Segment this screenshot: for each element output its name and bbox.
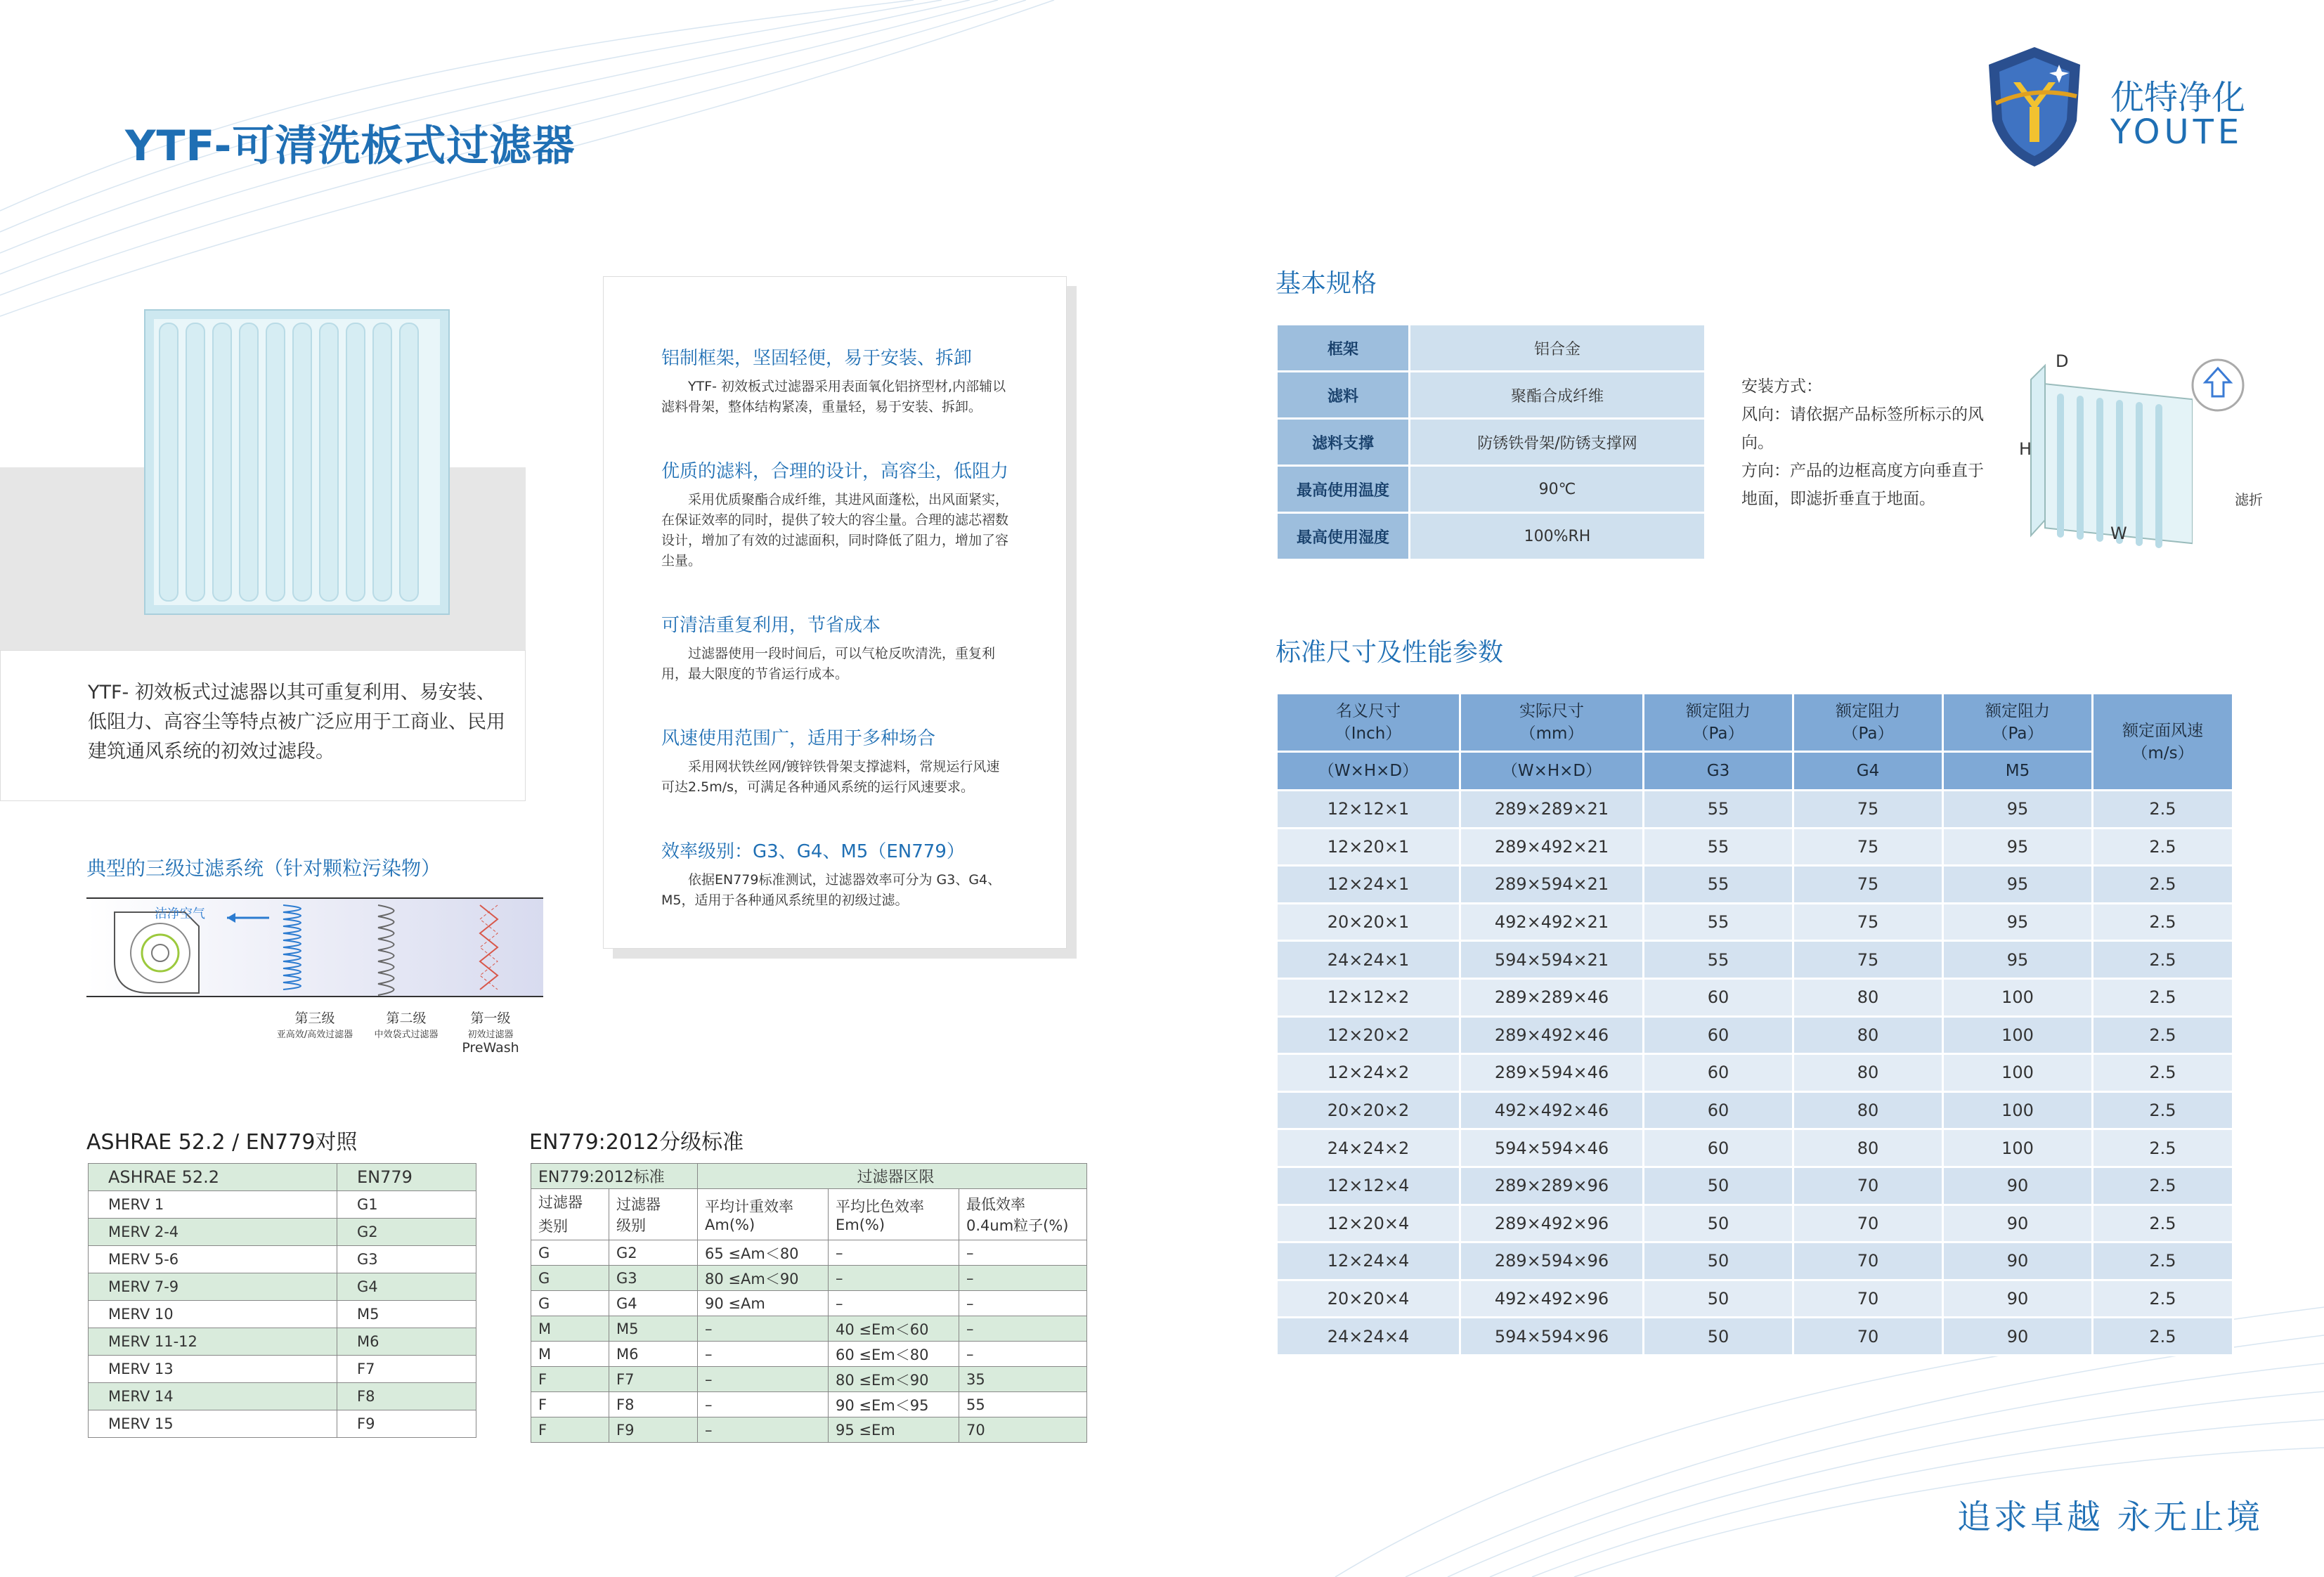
ashrae-header: ASHRAE 52.2: [89, 1164, 337, 1191]
perf-cell: 12×20×1: [1277, 828, 1460, 866]
perf-cell: 80: [1793, 978, 1943, 1016]
en779-row: [531, 1291, 1087, 1316]
spec-value: 聚酯合成纤维: [1410, 372, 1706, 419]
sub-am: [698, 1189, 829, 1240]
perf-cell: 2.5: [2093, 1280, 2233, 1318]
sub-line: 过滤器: [616, 1196, 661, 1213]
en779-cell: G: [531, 1291, 609, 1316]
ashrae-cell: F8: [337, 1383, 476, 1410]
perf-cell: 12×20×4: [1277, 1205, 1460, 1242]
slogan: 追求卓越 永无止境: [1957, 1498, 2264, 1537]
perf-row: [1277, 978, 2233, 1016]
feature-text: 依据EN779标准测试，过滤器效率可分为 G3、G4、M5，适用于各种通风系统里的初级过滤。: [661, 872, 1001, 908]
perf-cell: 75: [1793, 791, 1943, 829]
ashrae-header-row: [89, 1164, 476, 1191]
col-speed: [2093, 694, 2233, 791]
perf-cell: 70: [1793, 1280, 1943, 1318]
feature-heading: 优质的滤料，合理的设计，高容尘，低阻力: [661, 461, 1009, 482]
header-label: 额定阻力: [1836, 702, 1900, 720]
perf-row: [1277, 1167, 2233, 1205]
perf-cell: 60: [1644, 1054, 1793, 1092]
sub-line: 平均比色效率: [836, 1198, 924, 1215]
col-res-m5: [1943, 694, 2093, 752]
sub-min: [959, 1189, 1087, 1240]
perf-cell: 2.5: [2093, 1318, 2233, 1356]
header-unit: （Pa）: [1692, 725, 1744, 743]
en779-cell: M: [531, 1316, 609, 1342]
perf-cell: 492×492×21: [1460, 903, 1644, 941]
en779-cell: M5: [609, 1316, 698, 1342]
perf-cell: 100: [1943, 1129, 2093, 1167]
header-unit: （m/s）: [2131, 744, 2194, 762]
en779-cell: G3: [609, 1266, 698, 1291]
feature-item: [661, 457, 1013, 571]
ashrae-row: [89, 1219, 476, 1246]
en779-row: [531, 1417, 1087, 1443]
perf-row: [1277, 941, 2233, 979]
en779-cell: –: [959, 1316, 1087, 1342]
header-unit: （Pa）: [1842, 725, 1894, 743]
spec-value: 铝合金: [1410, 325, 1706, 372]
en779-cell: –: [959, 1342, 1087, 1367]
perf-row: [1277, 1091, 2233, 1129]
perf-cell: 55: [1644, 791, 1793, 829]
perf-cell: 289×492×96: [1460, 1205, 1644, 1242]
perf-cell: 12×20×2: [1277, 1016, 1460, 1054]
en779-row: [531, 1266, 1087, 1291]
perf-cell: 2.5: [2093, 1167, 2233, 1205]
perf-cell: 12×12×4: [1277, 1167, 1460, 1205]
perf-cell: 24×24×1: [1277, 941, 1460, 979]
perf-cell: 80: [1793, 1016, 1943, 1054]
en779-cell: F: [531, 1417, 609, 1443]
en779-row: [531, 1367, 1087, 1392]
perf-cell: 594×594×46: [1460, 1129, 1644, 1167]
sub-line: 类别: [538, 1218, 568, 1235]
perf-cell: 24×24×2: [1277, 1129, 1460, 1167]
perf-row: [1277, 828, 2233, 866]
perf-row: [1277, 1016, 2233, 1054]
en779-cell: 40 ≤Em＜60: [829, 1316, 959, 1342]
en779-cell: –: [698, 1417, 829, 1443]
en779-cell: –: [698, 1316, 829, 1342]
perf-cell: 289×594×46: [1460, 1054, 1644, 1092]
en779-cell: F: [531, 1392, 609, 1417]
en779-row: [531, 1240, 1087, 1266]
feature-item: [661, 344, 1013, 417]
perf-row: [1277, 1129, 2233, 1167]
perf-cell: 289×289×96: [1460, 1167, 1644, 1205]
features-panel: [603, 276, 1067, 949]
perf-cell: 2.5: [2093, 978, 2233, 1016]
perf-cell: 90: [1943, 1167, 2093, 1205]
install-notes: [1741, 372, 1994, 513]
perf-cell: 2.5: [2093, 1129, 2233, 1167]
sub-m5: M5: [1943, 752, 2093, 791]
en779-subheader-row: [531, 1189, 1087, 1240]
perf-cell: 60: [1644, 978, 1793, 1016]
ashrae-table: [88, 1163, 476, 1438]
en779-cell: F9: [609, 1417, 698, 1443]
ashrae-cell: MERV 10: [89, 1301, 337, 1328]
header-unit: （Pa）: [1992, 725, 2044, 743]
dim-w-label: W: [2110, 524, 2127, 543]
perf-cell: 12×24×2: [1277, 1054, 1460, 1092]
spec-value: 90℃: [1410, 466, 1706, 513]
feature-item: [661, 724, 1013, 798]
en779-header-row: [531, 1164, 1087, 1189]
perf-row: [1277, 1054, 2233, 1092]
logo-text-en: YOUTE: [2110, 112, 2244, 152]
sub-category: [531, 1189, 609, 1240]
ashrae-row: [89, 1356, 476, 1383]
sub-line: 0.4um粒子(%): [966, 1217, 1069, 1234]
perf-cell: 75: [1793, 828, 1943, 866]
perf-cell: 289×289×21: [1460, 791, 1644, 829]
ashrae-row: [89, 1328, 476, 1356]
header-label: 名义尺寸: [1336, 702, 1401, 720]
dim-d-label: D: [2056, 351, 2069, 371]
perf-cell: 100: [1943, 1054, 2093, 1092]
feature-heading: 效率级别：G3、G4、M5（EN779）: [661, 841, 965, 862]
perf-cell: 75: [1793, 941, 1943, 979]
col-res-g4: [1793, 694, 1943, 752]
page-title: YTF-可清洗板式过滤器: [125, 122, 576, 171]
perf-cell: 12×12×1: [1277, 791, 1460, 829]
en779-cell: –: [698, 1342, 829, 1367]
perf-cell: 80: [1793, 1054, 1943, 1092]
en779-title: EN779:2012分级标准: [529, 1130, 744, 1155]
spec-value: 100%RH: [1410, 513, 1706, 560]
spec-key: 框架: [1277, 325, 1410, 372]
clean-air-label: 洁净空气: [155, 907, 205, 921]
ashrae-row: [89, 1273, 476, 1301]
perf-cell: 50: [1644, 1280, 1793, 1318]
perf-row: [1277, 1280, 2233, 1318]
ashrae-title: ASHRAE 52.2 / EN779对照: [86, 1130, 358, 1155]
en779-header: EN779: [337, 1164, 476, 1191]
perf-cell: 2.5: [2093, 791, 2233, 829]
perf-cell: 2.5: [2093, 1054, 2233, 1092]
perf-cell: 2.5: [2093, 828, 2233, 866]
ashrae-cell: MERV 1: [89, 1191, 337, 1219]
feature-text: 采用优质聚酯合成纤维，其进风面蓬松，出风面紧实，在保证效率的同时，提供了较大的容尘量。合理的滤芯褶数设计，增加了有效的过滤面积，同时降低了阻力，增加了容尘量。: [661, 492, 1009, 569]
perf-cell: 100: [1943, 1091, 2093, 1129]
perf-cell: 492×492×46: [1460, 1091, 1644, 1129]
ashrae-row: [89, 1383, 476, 1410]
en779-cell: 60 ≤Em＜80: [829, 1342, 959, 1367]
perf-cell: 90: [1943, 1242, 2093, 1280]
perf-cell: 20×20×2: [1277, 1091, 1460, 1129]
sub-level: [609, 1189, 698, 1240]
sub-line: 过滤器: [538, 1194, 583, 1211]
spec-row: [1277, 513, 1706, 560]
en779-cell: –: [829, 1240, 959, 1266]
feature-item: [661, 611, 1013, 684]
perf-cell: 90: [1943, 1205, 2093, 1242]
sub-line: 最低效率: [966, 1196, 1025, 1213]
perf-cell: 55: [1644, 903, 1793, 941]
feature-heading: 风速使用范围广，适用于多种场合: [661, 728, 936, 749]
en779-cell: M: [531, 1342, 609, 1367]
spec-row: [1277, 325, 1706, 372]
en779-row: [531, 1342, 1087, 1367]
en779-cell: F: [531, 1367, 609, 1392]
en779-cell: F8: [609, 1392, 698, 1417]
header-unit: （Inch）: [1335, 725, 1402, 743]
perf-subheader-row: [1277, 752, 2233, 791]
en779-cell: 70: [959, 1417, 1087, 1443]
perf-cell: 100: [1943, 978, 2093, 1016]
en779-row: [531, 1392, 1087, 1417]
feature-heading: 可清洁重复利用，节省成本: [661, 615, 881, 636]
en779-cell: 95 ≤Em: [829, 1417, 959, 1443]
header-label: 实际尺寸: [1519, 702, 1584, 720]
spec-title: 基本规格: [1275, 269, 1377, 298]
en779-cell: G2: [609, 1240, 698, 1266]
perf-cell: 289×594×96: [1460, 1242, 1644, 1280]
perf-cell: 90: [1943, 1318, 2093, 1356]
perf-cell: 55: [1644, 866, 1793, 904]
perf-row: [1277, 791, 2233, 829]
spec-key: 滤料支撑: [1277, 419, 1410, 466]
perf-cell: 20×20×1: [1277, 903, 1460, 941]
ashrae-cell: G3: [337, 1246, 476, 1273]
stage-name: 第三级: [294, 1011, 335, 1026]
en779-cell: G: [531, 1240, 609, 1266]
en779-cell: –: [829, 1291, 959, 1316]
ashrae-cell: G2: [337, 1219, 476, 1246]
sub-nominal: （W×H×D）: [1277, 752, 1460, 791]
en779-cell: –: [698, 1392, 829, 1417]
sub-line: Em(%): [836, 1216, 885, 1233]
sub-g4: G4: [1793, 752, 1943, 791]
perf-cell: 12×24×1: [1277, 866, 1460, 904]
perf-header-row: [1277, 694, 2233, 752]
en779-limit-header: 过滤器区限: [698, 1164, 1087, 1189]
spec-row: [1277, 466, 1706, 513]
shield-logo-icon: [1982, 44, 2087, 170]
ashrae-row: [89, 1301, 476, 1328]
install-line: 风向：请依据产品标签所标示的风向。: [1741, 405, 1984, 452]
sub-g3: G3: [1644, 752, 1793, 791]
perf-cell: 70: [1793, 1318, 1943, 1356]
col-actual: [1460, 694, 1644, 752]
perf-cell: 95: [1943, 828, 2093, 866]
ashrae-row: [89, 1191, 476, 1219]
perf-cell: 60: [1644, 1129, 1793, 1167]
en779-cell: 65 ≤Am＜80: [698, 1240, 829, 1266]
spec-table: [1275, 323, 1706, 561]
install-line: 方向：产品的边框高度方向垂直于地面，即滤折垂直于地面。: [1741, 462, 1984, 508]
ashrae-cell: MERV 15: [89, 1410, 337, 1438]
en779-cell: –: [698, 1367, 829, 1392]
en779-cell: G: [531, 1266, 609, 1291]
perf-cell: 50: [1644, 1318, 1793, 1356]
perf-cell: 289×289×46: [1460, 978, 1644, 1016]
perf-cell: 70: [1793, 1205, 1943, 1242]
ashrae-row: [89, 1410, 476, 1438]
col-res-g3: [1644, 694, 1793, 752]
perf-cell: 492×492×96: [1460, 1280, 1644, 1318]
col-nominal: [1277, 694, 1460, 752]
perf-cell: 2.5: [2093, 1205, 2233, 1242]
perf-cell: 100: [1943, 1016, 2093, 1054]
airflow-up-arrow-icon: [2190, 357, 2246, 413]
dim-h-label: H: [2019, 439, 2032, 459]
perf-cell: 95: [1943, 791, 2093, 829]
en779-cell: –: [959, 1266, 1087, 1291]
ashrae-cell: G4: [337, 1273, 476, 1301]
ashrae-cell: G1: [337, 1191, 476, 1219]
system-title: 典型的三级过滤系统（针对颗粒污染物）: [86, 857, 441, 880]
perf-cell: 50: [1644, 1167, 1793, 1205]
perf-cell: 95: [1943, 941, 2093, 979]
perf-cell: 24×24×4: [1277, 1318, 1460, 1356]
en779-table: [531, 1163, 1087, 1443]
en779-cell: 35: [959, 1367, 1087, 1392]
ashrae-row: [89, 1246, 476, 1273]
perf-cell: 594×594×96: [1460, 1318, 1644, 1356]
en779-cell: 55: [959, 1392, 1087, 1417]
perf-cell: 12×12×2: [1277, 978, 1460, 1016]
ashrae-cell: MERV 2-4: [89, 1219, 337, 1246]
ashrae-cell: F7: [337, 1356, 476, 1383]
pleat-label: 滤折: [2235, 491, 2263, 508]
stage-desc: 中效袋式过滤器: [374, 1030, 439, 1040]
ashrae-cell: MERV 11-12: [89, 1328, 337, 1356]
feature-item: [661, 837, 1013, 911]
header-label: 额定阻力: [1686, 702, 1751, 720]
perf-cell: 2.5: [2093, 903, 2233, 941]
ashrae-cell: M6: [337, 1328, 476, 1356]
perf-cell: 80: [1793, 1091, 1943, 1129]
filter-product-image: [144, 309, 450, 615]
ashrae-cell: MERV 13: [89, 1356, 337, 1383]
install-line: 安装方式：: [1741, 377, 1822, 396]
spec-row: [1277, 372, 1706, 419]
header-label: 额定阻力: [1985, 702, 2050, 720]
en779-cell: 90 ≤Em＜95: [829, 1392, 959, 1417]
stage-extra: PreWash: [462, 1040, 519, 1056]
header-label: 额定面风速: [2122, 721, 2203, 740]
spec-key: 滤料: [1277, 372, 1410, 419]
perf-cell: 289×492×46: [1460, 1016, 1644, 1054]
perf-cell: 80: [1793, 1129, 1943, 1167]
perf-title: 标准尺寸及性能参数: [1275, 638, 1504, 667]
perf-cell: 55: [1644, 941, 1793, 979]
stage-desc: 亚高效/高效过滤器: [276, 1030, 353, 1040]
perf-row: [1277, 1205, 2233, 1242]
en779-cell: 90 ≤Am: [698, 1291, 829, 1316]
stage-1-label: [434, 1008, 547, 1056]
sub-actual: （W×H×D）: [1460, 752, 1644, 791]
perf-row: [1277, 903, 2233, 941]
sub-line: Am(%): [705, 1216, 755, 1233]
perf-cell: 95: [1943, 866, 2093, 904]
perf-row: [1277, 1318, 2233, 1356]
sub-line: 平均计重效率: [705, 1198, 793, 1215]
en779-cell: 80 ≤Em＜90: [829, 1367, 959, 1392]
spec-key: 最高使用湿度: [1277, 513, 1410, 560]
ashrae-cell: M5: [337, 1301, 476, 1328]
stage-name: 第一级: [470, 1011, 511, 1026]
stage-desc: 初效过滤器: [467, 1030, 514, 1040]
feature-text: YTF- 初效板式过滤器采用表面氧化铝挤型材,内部辅以滤料骨架，整体结构紧凑，重量轻，易于安装、拆卸。: [661, 379, 1006, 415]
perf-cell: 594×594×21: [1460, 941, 1644, 979]
en779-cell: G4: [609, 1291, 698, 1316]
perf-cell: 12×24×4: [1277, 1242, 1460, 1280]
perf-cell: 90: [1943, 1280, 2093, 1318]
ashrae-cell: MERV 7-9: [89, 1273, 337, 1301]
en779-cell: M6: [609, 1342, 698, 1367]
feature-heading: 铝制框架，坚固轻便，易于安装、拆卸: [661, 348, 973, 369]
feature-text: 采用网状铁丝网/镀锌铁骨架支撑滤料，常规运行风速可达2.5m/s，可满足各种通风系统的运行风速要求。: [661, 759, 1000, 795]
perf-cell: 75: [1793, 903, 1943, 941]
perf-cell: 60: [1644, 1016, 1793, 1054]
en779-row: [531, 1316, 1087, 1342]
en779-cell: –: [959, 1291, 1087, 1316]
ashrae-cell: MERV 14: [89, 1383, 337, 1410]
perf-table: [1275, 692, 2234, 1356]
perf-cell: 75: [1793, 866, 1943, 904]
spec-value: 防锈铁骨架/防锈支撑网: [1410, 419, 1706, 466]
perf-cell: 2.5: [2093, 1242, 2233, 1280]
filter-dimension-diagram: [2017, 351, 2193, 548]
sub-em: [829, 1189, 959, 1240]
perf-cell: 50: [1644, 1205, 1793, 1242]
spec-row: [1277, 419, 1706, 466]
stage-name: 第二级: [386, 1011, 427, 1026]
perf-row: [1277, 866, 2233, 904]
perf-cell: 95: [1943, 903, 2093, 941]
en779-cell: –: [959, 1240, 1087, 1266]
header-unit: （mm）: [1519, 725, 1584, 743]
feature-text: 过滤器使用一段时间后，可以气枪反吹清洗，重复利用，最大限度的节省运行成本。: [661, 646, 996, 682]
perf-cell: 70: [1793, 1242, 1943, 1280]
intro-text: YTF- 初效板式过滤器以其可重复利用、易安装、低阻力、高容尘等特点被广泛应用于工商业、民用建筑通风系统的初效过滤段。: [88, 682, 505, 762]
logo-text-cn: 优特净化: [2110, 78, 2246, 117]
perf-cell: 50: [1644, 1242, 1793, 1280]
en779-cell: F7: [609, 1367, 698, 1392]
en779-cell: –: [829, 1266, 959, 1291]
perf-cell: 2.5: [2093, 1016, 2233, 1054]
perf-cell: 55: [1644, 828, 1793, 866]
spec-key: 最高使用温度: [1277, 466, 1410, 513]
perf-cell: 289×594×21: [1460, 866, 1644, 904]
perf-cell: 2.5: [2093, 1091, 2233, 1129]
perf-cell: 70: [1793, 1167, 1943, 1205]
perf-cell: 60: [1644, 1091, 1793, 1129]
perf-cell: 2.5: [2093, 866, 2233, 904]
sub-line: 级别: [616, 1217, 646, 1234]
perf-cell: 20×20×4: [1277, 1280, 1460, 1318]
en779-cell: 80 ≤Am＜90: [698, 1266, 829, 1291]
perf-cell: 2.5: [2093, 941, 2233, 979]
ashrae-cell: MERV 5-6: [89, 1246, 337, 1273]
en779-std-header: EN779:2012标准: [531, 1164, 698, 1189]
ashrae-cell: F9: [337, 1410, 476, 1438]
perf-row: [1277, 1242, 2233, 1280]
perf-cell: 289×492×21: [1460, 828, 1644, 866]
